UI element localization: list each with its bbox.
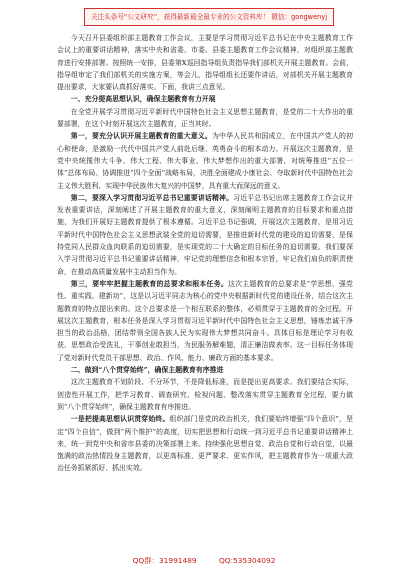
body-paragraph: 今天召开县委组织部主题教育工作会议，主要是学习贯彻习近平总书记在中央主题教育工作会议上的重要讲话精神，落实中央和省委、市委、县委主题教育工作会议精神，对组织部主题教育进行安排部署。按照统一安排，县委第X巡回指导组负责指导我们部机关开展主题教育。会前，指导组审定了我们部机关的实施方案，等会儿，指导组组长还要作讲话，对部机关开展主题教育提出要求，大家要认真抓好落实。下面，我讲三点意见。: [57, 34, 353, 92]
section-heading: 二、做到“八个贯穿始终”，确保主题教育有序推进: [70, 366, 224, 375]
paragraph-lead: 第三，要牢牢把握主题教育的总要求和根本任务。: [70, 279, 228, 288]
body-paragraph: [57, 192, 353, 278]
paragraph-text: 为中华人民共和国成立，在中国共产党人的初心和使命，是激励一代代中国共产党人前赴后继、英勇奋斗的根本动力。开展这次主题教育，是党中央统揽伟大斗争、伟大工程、伟大事业、伟大梦想作出的重大部署，对统筹推进“五位一体”总体布局、协调推进“四个全面”战略布局，决胜全面建成小康社会、夺取新时代中国特色社会主义伟大胜利、实现中华民族伟大复兴的中国梦，具有重大而深远的意义。: [57, 132, 354, 190]
paragraph-text: 这次主题教育的总要求是“学思想、强党性、重实践、建新功”，这是以习近平同志为核心的党中央根据新时代党的建设任务，结合这次主题教育的特点提出来的。这个总要求是一个相互联系的整体，必须贯穿于主题教育的全过程。开展这次主题教育，根本任务是深入学习贯彻习近平新时代中国特色社会主义思想，锤炼忠诚干净担当的政治品格，团结带领全国各族人民为实现伟大梦想共同奋斗。具体目标是理论学习有收获、思想政治受洗礼，干事创业敢担当，为民服务解难题，清正廉洁做表率。这一目标任务体现了党对新时代党员干部思想、政治、作风、能力、廉政方面的基本要求。: [57, 279, 353, 362]
body-paragraph: [57, 413, 353, 474]
body-paragraph: 这次主题教育不划阶段、不分环节，不是降低标准，而是提出更高要求。我们要结合实际，创造性开展工作，把学习教育、调查研究、检视问题、整改落实贯穿主题教育全过程，要力做到“八个贯穿始终”，确保主题教育有序推进。: [57, 378, 353, 411]
paragraph-lead: 一是把提高思想认识贯穿始终。: [70, 415, 170, 424]
paragraph-text: 习近平总书记出席主题教育工作会议并发表重要讲话，深刻阐述了开展主题教育的重大意义，深刻阐明主题教育的目标要求和重点措施，为我们开展好主题教育提供了根本遵循。习近平总书记强调，开展这次主题教育，是用习近平新时代中国特色社会主义思想武装全党的迫切需要，是推进新时代党的建设的迫切需要，是保持党同人民群众血肉联系的迫切需要，是实现党的二十大确定的目标任务的迫切需要。我们要深入学习贯彻习近平总书记重要讲话精神，牢记党的理想信念和根本宗旨，牢记我们肩负的职责使命，在推动高质量发展中主动担当作为。: [57, 193, 354, 276]
promo-banner: 关注头条号“公文研究”，获得最新最全最专业的公文资料库！ 微信：gongwenyj: [84, 8, 334, 26]
qq-number: QQ:535304092: [218, 556, 276, 565]
body-paragraph: [57, 278, 353, 364]
qq-group-number: QQ群：31991489: [132, 556, 197, 565]
section-heading: 一、充分提高思想认识，确保主题教育有力开展: [70, 95, 216, 104]
paragraph-lead: 第一，要充分认识开展主题教育的重大意义。: [70, 132, 212, 141]
body-paragraph: 在全党开展学习贯彻习近平新时代中国特色社会主义思想主题教育，是党的二十大作出的重要部署，在这个时刻开展这次主题教育，正当其时。: [57, 107, 353, 129]
footer-contacts: [0, 555, 408, 566]
paragraph-lead: 第二，要深入学习贯彻习近平总书记重要讲话精神。: [70, 193, 234, 202]
document-body: [57, 32, 353, 475]
body-paragraph: [57, 130, 353, 191]
paragraph-text: 组织部门是党的政治机关，我们要始终增强“四个意识”，坚定“四个自信”，做到“两个维护”的高度，切实把思想和行动统一到习近平总书记重要讲话精神上来，统一到党中央和省市县委的决策部署上来。持续强化思想自觉、政治自觉和行动自觉，以最饱满的政治热情投身主题教育，以更高标准、更严要求、更实作风，把主题教育作为一项重大政治任务抓紧抓好、抓出实效。: [57, 415, 353, 473]
